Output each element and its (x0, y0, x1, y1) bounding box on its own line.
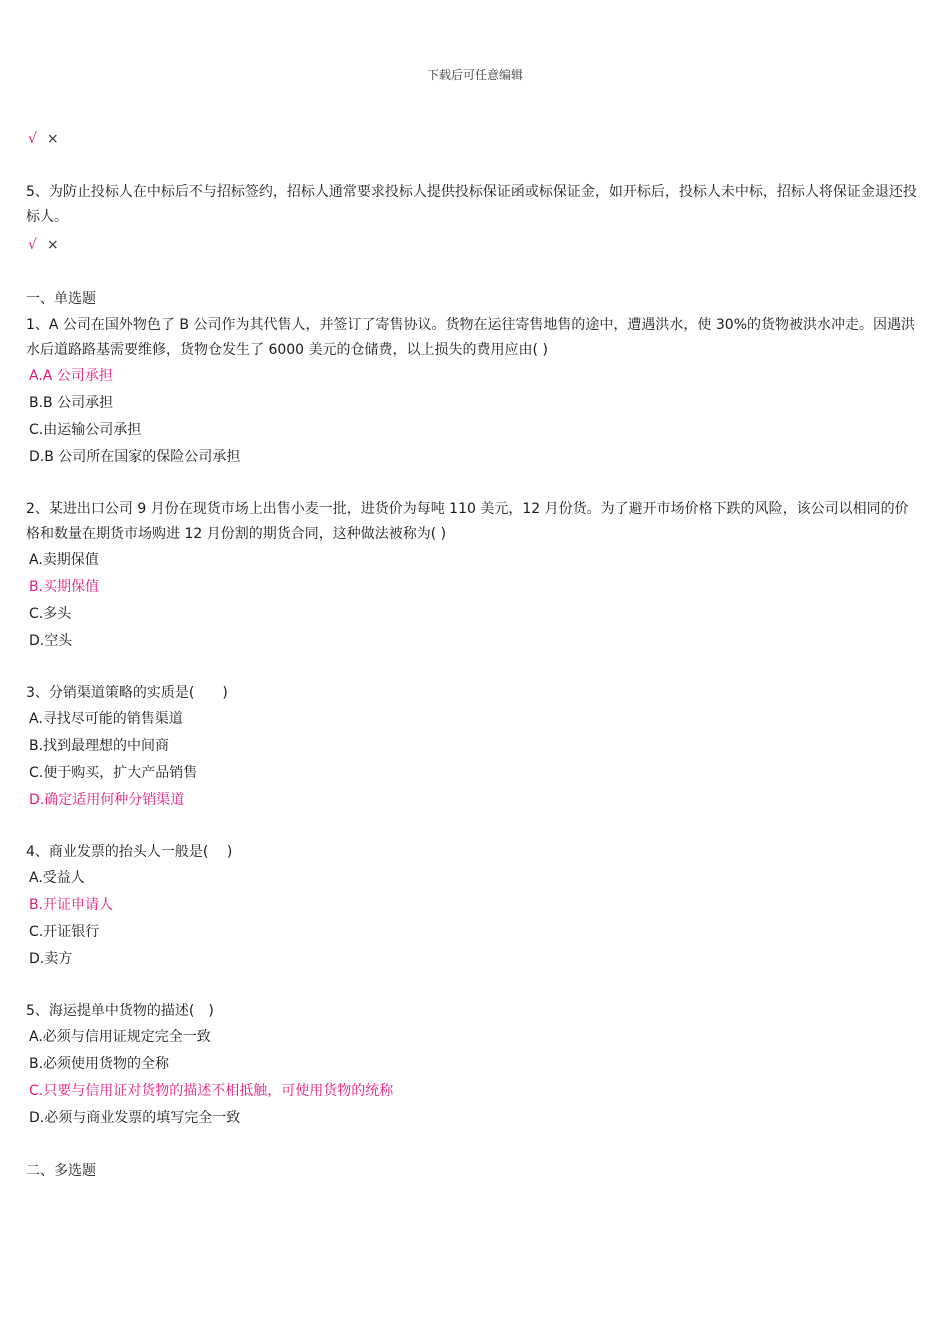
option-1a: A.A 公司承担 (29, 368, 113, 384)
option-3c: C.便于购买，扩大产品销售 (29, 765, 198, 781)
option-3a: A.寻找尽可能的销售渠道 (29, 711, 183, 727)
tf-question-5: 5、为防止投标人在中标后不与招标签约，招标人通常要求投标人提供投标保证函或标保证金，如开标后，投标人未中标，招标人将保证金退还投标人。 (26, 184, 917, 225)
question-1: 1、A 公司在国外物色了 B 公司作为其代售人，并签订了寄售协议。货物在运往寄售地售的途中，遭遇洪水，使 30%的货物被洪水冲走。因遇洪水后道路路基需要维修，货物仓发生了 6000 美元的仓储费，以上损失的费用应由( ) (26, 317, 916, 358)
section-title-single-choice: 一、单选题 (26, 291, 96, 307)
option-5c: C.只要与信用证对货物的描述不相抵触，可使用货物的统称 (29, 1083, 394, 1099)
option-5d: D.必须与商业发票的填写完全一致 (29, 1110, 241, 1126)
option-1d: D.B 公司所在国家的保险公司承担 (29, 449, 241, 465)
option-3b: B.找到最理想的中间商 (29, 738, 170, 754)
question-2: 2、某进出口公司 9 月份在现货市场上出售小麦一批，进货价为每吨 110 美元，12 月份货。为了避开市场价格下跌的风险，该公司以相同的价格和数量在期货市场购进 12 月份割的期货合同，这种做法被称为( ) (26, 501, 909, 542)
question-4: 4、商业发票的抬头人一般是( ) (26, 844, 233, 860)
option-4a: A.受益人 (29, 870, 85, 886)
true-false-marks (26, 128, 922, 150)
option-5a: A.必须与信用证规定完全一致 (29, 1029, 211, 1045)
option-2a: A.卖期保值 (29, 552, 99, 568)
page-header-note: 下载后可任意编辑 (426, 68, 523, 82)
option-4c: C.开证银行 (29, 924, 100, 940)
option-1c: C.由运输公司承担 (29, 422, 142, 438)
false-mark: × (46, 237, 59, 253)
question-5: 5、海运提单中货物的描述( ) (26, 1003, 214, 1019)
option-2c: C.多头 (29, 606, 72, 622)
option-5b: B.必须使用货物的全称 (29, 1056, 170, 1072)
true-mark: √ (28, 237, 37, 253)
document-body (26, 128, 922, 1185)
true-false-marks (26, 234, 922, 256)
question-3: 3、分销渠道策略的实质是( ) (26, 685, 228, 701)
option-1b: B.B 公司承担 (29, 395, 114, 411)
section-title-multiple-choice: 二、多选题 (26, 1163, 96, 1179)
option-2d: D.空头 (29, 633, 73, 649)
option-4d: D.卖方 (29, 951, 73, 967)
option-2b: B.买期保值 (29, 579, 100, 595)
option-3d: D.确定适用何种分销渠道 (29, 792, 185, 808)
false-mark: × (46, 131, 59, 147)
true-mark: √ (28, 131, 37, 147)
option-4b: B.开证申请人 (29, 897, 114, 913)
